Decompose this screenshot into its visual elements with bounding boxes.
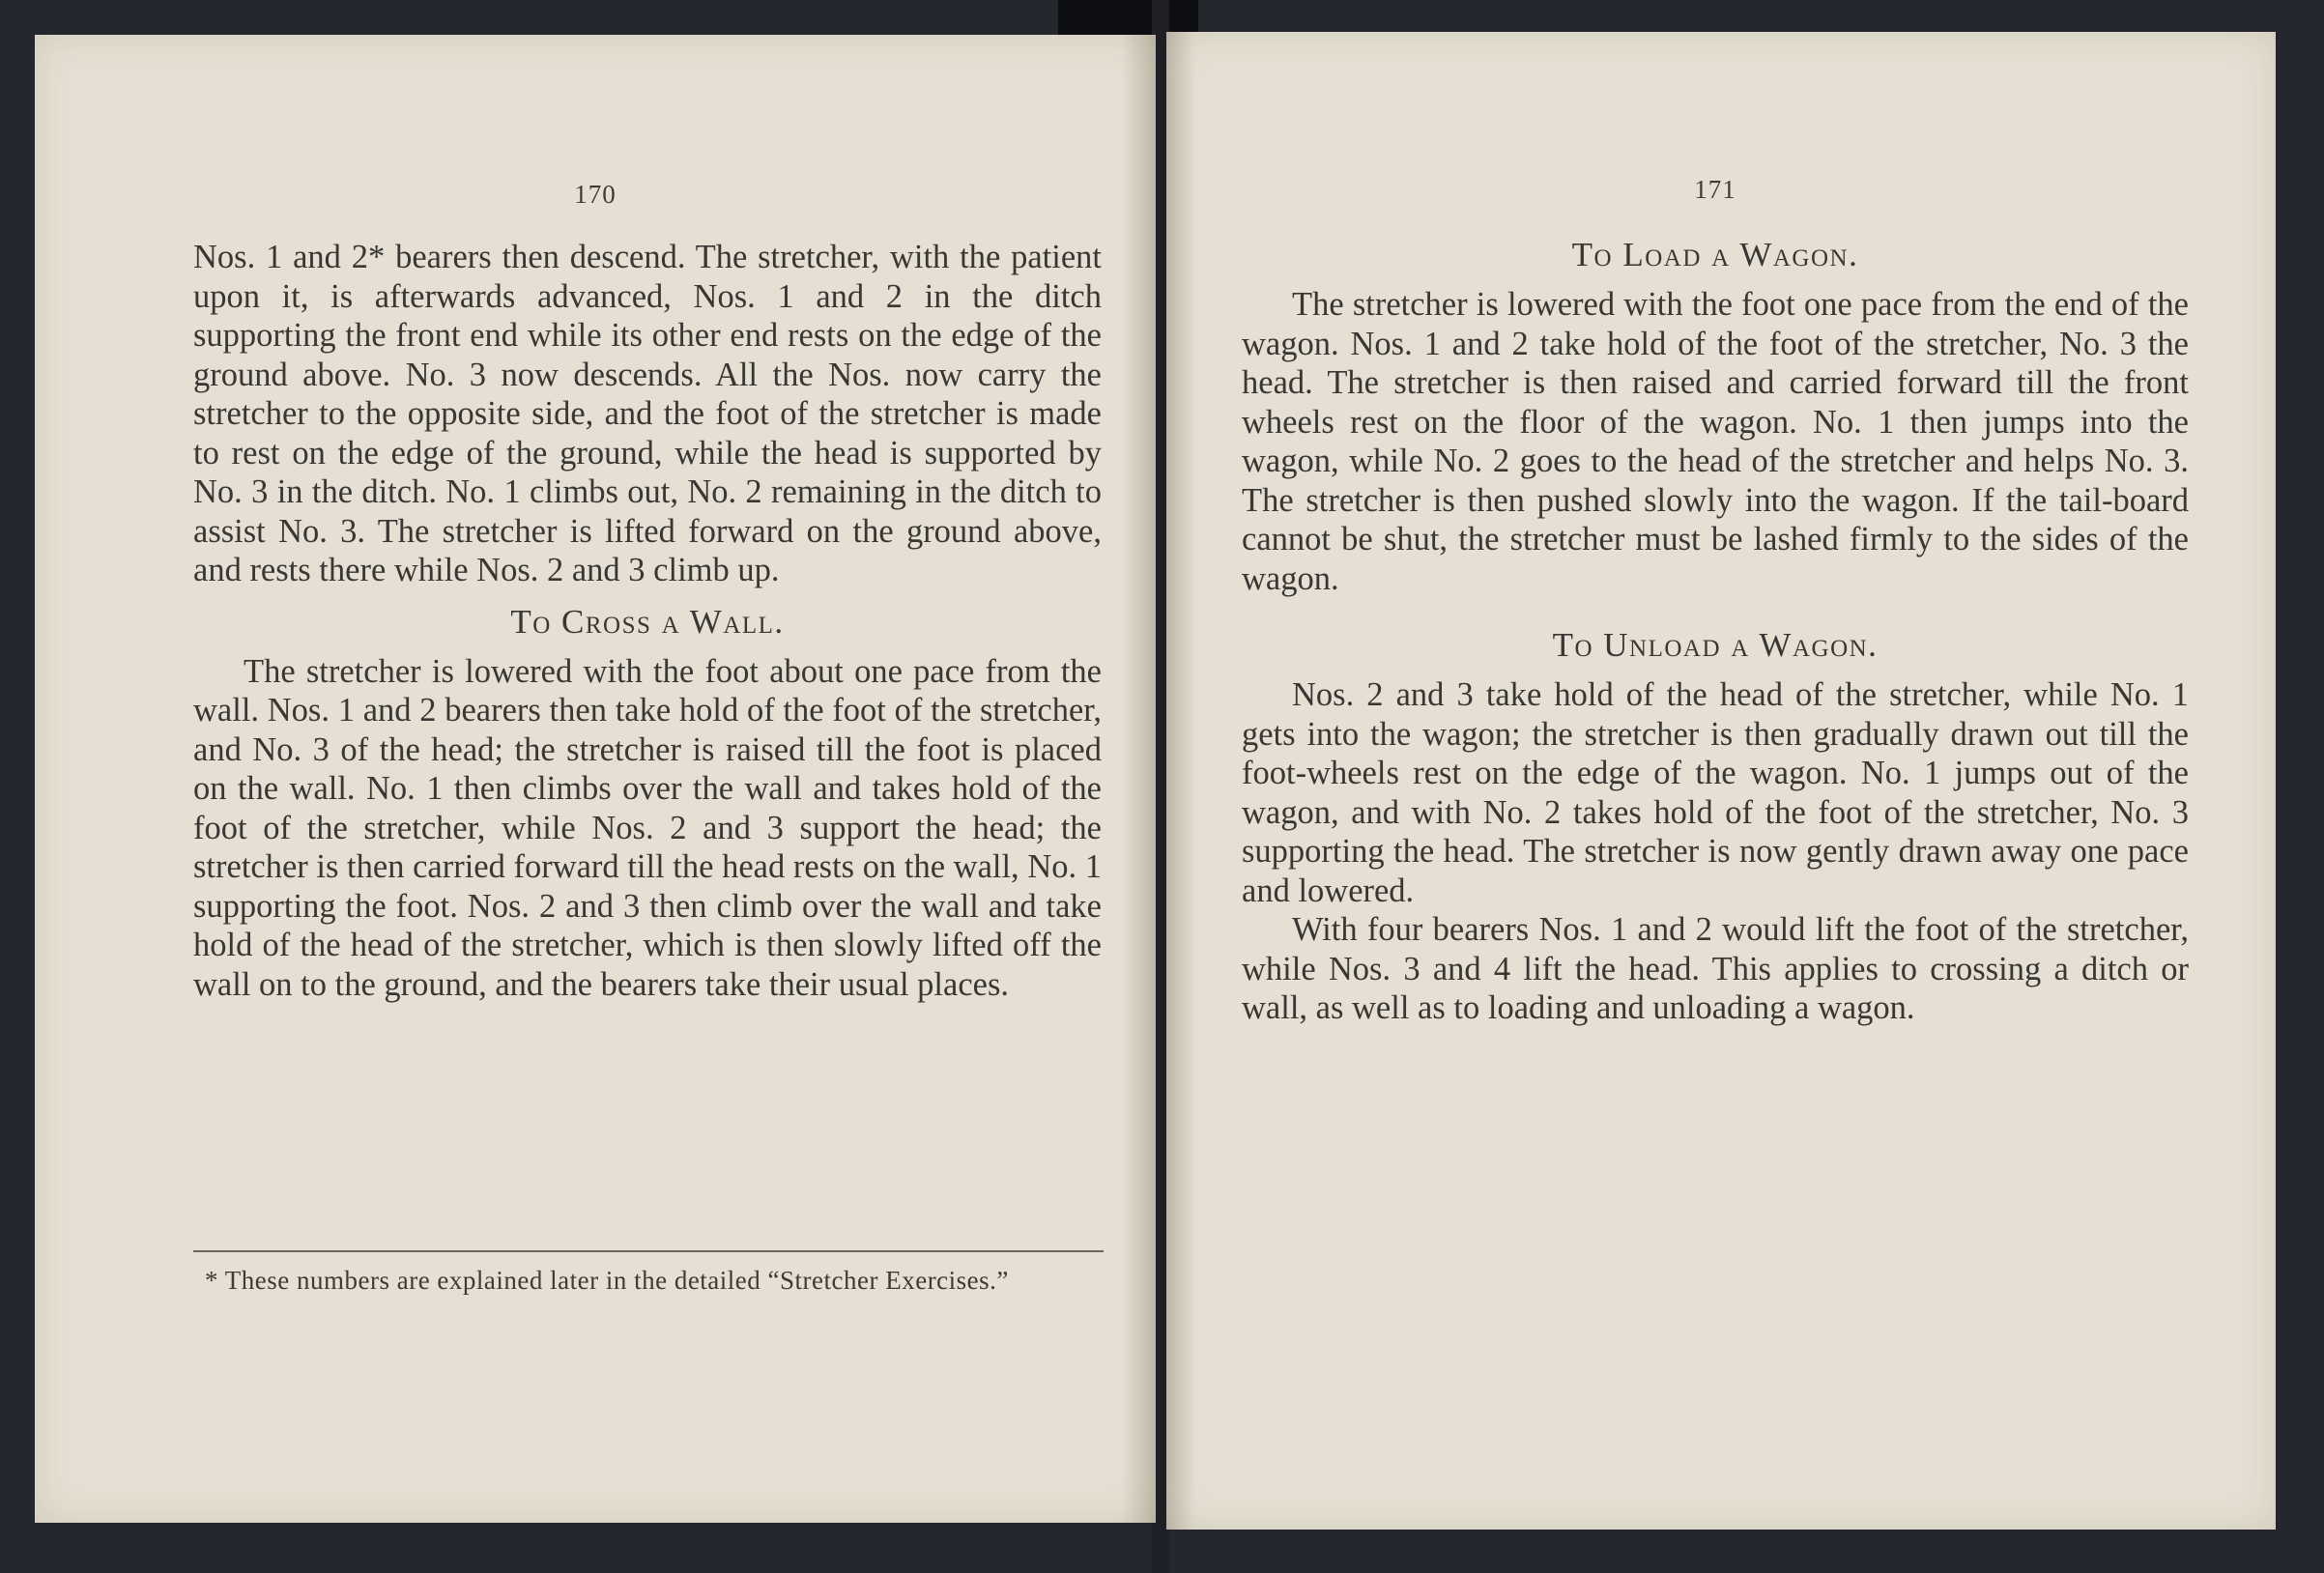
left-paragraph-1: Nos. 1 and 2* bearers then descend. The stretcher, with the patient upon it, is afterwards advanced, Nos. 1 and 2 in the ditch supporting the front end while its other end rests on the edge of the ground above. No. 3 now descends. All the Nos. now carry the stretcher to the opposite side, and the foot of the stretcher is made to rest on the edge of the ground, while the head is supported by No. 3 in the ditch. No. 1 climbs out, No. 2 remaining in the ditch to assist No. 3. The stretcher is lifted forward on the ground above, and rests there while Nos. 2 and 3 climb up. (193, 239, 1102, 588)
left-page (35, 35, 1156, 1523)
right-page-number: 171 (1694, 175, 1736, 204)
right-gutter-shadow (1166, 32, 1195, 1530)
right-text-block (1242, 235, 2189, 1028)
left-paragraph-2: The stretcher is lowered with the foot about one pace from the wall. Nos. 1 and 2 bearers then take hold of the foot of the stretcher, and No. 3 of the head; the stretcher is raised till the foot is placed on the wall. No. 1 then climbs over the wall and takes hold of the foot of the stretcher, while Nos. 2 and 3 support the head; the stretcher is then carried forward till the head rests on the wall, No. 1 supporting the foot. Nos. 2 and 3 then climb over the wall and take hold of the head of the stretcher, which is then slowly lifted off the wall on to the ground, and the bearers take their usual places. (193, 652, 1102, 1003)
right-paragraph-1: The stretcher is lowered with the foot one pace from the end of the wagon. Nos. 1 and 2 take hold of the foot of the stretcher, No. 3 the head. The stretcher is then raised and carried forward till the front wheels rest on the floor of the wagon. No. 1 then jumps into the wagon, while No. 2 goes to the head of the stretcher and helps No. 3. The stretcher is then pushed slowly into the wagon. If the tail-board cannot be shut, the stretcher must be lashed firmly to the sides of the wagon. (1242, 286, 2189, 597)
left-heading-cross-wall: To Cross a Wall. (510, 602, 785, 641)
left-page-number: 170 (574, 180, 617, 209)
right-heading-unload-wagon: To Unload a Wagon. (1552, 626, 1879, 664)
footnote-rule (193, 1250, 1104, 1252)
right-heading-load-wagon: To Load a Wagon. (1571, 236, 1859, 273)
left-footnote: * These numbers are explained later in the detailed “Stretcher Exercises.” (205, 1266, 1009, 1295)
left-text-block (193, 238, 1102, 1004)
right-page (1166, 32, 2276, 1530)
left-gutter-shadow (1121, 35, 1156, 1523)
right-paragraph-3: With four bearers Nos. 1 and 2 would lift the foot of the stretcher, while Nos. 3 and 4 lift the head. This applies to crossing a ditch or wall, as well as to loading and unloading a wagon. (1242, 911, 2189, 1026)
right-paragraph-2: Nos. 2 and 3 take hold of the head of the stretcher, while No. 1 gets into the wagon; the stretcher is then gradually drawn out till the foot-wheels rest on the edge of the wagon. No. 1 jumps out of the wagon, and with No. 2 takes hold of the foot of the stretcher, No. 3 supporting the head. The stretcher is now gently drawn away one pace and lowered. (1242, 676, 2189, 909)
